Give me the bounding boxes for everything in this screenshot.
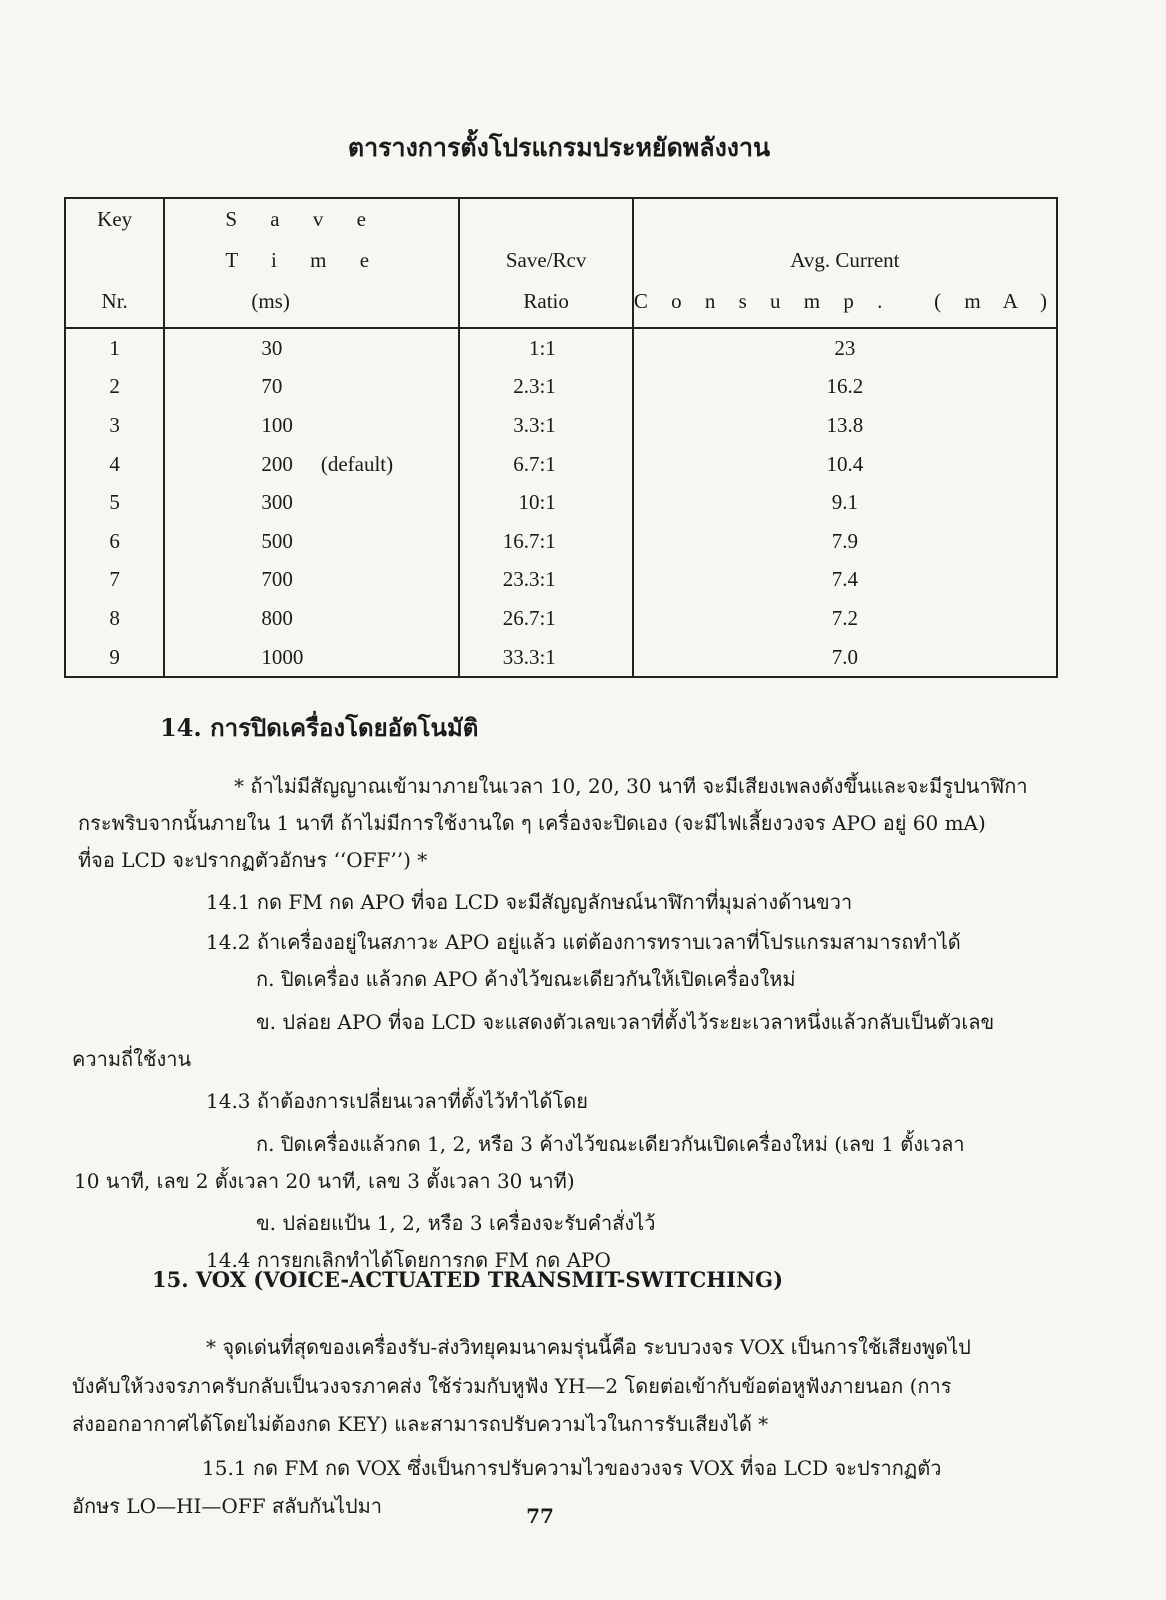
cell-save-time: 300	[164, 483, 459, 522]
item-14-2-b: ข. ปล่อย APO ที่จอ LCD จะแสดงตัวเลขเวลาที่ตั้งไว้ระยะเวลาหนึ่งแล้วกลับเป็นตัวเลข	[256, 1010, 995, 1034]
section-15-line: ส่งออกอากาศได้โดยไม่ต้องกด KEY) และสามารถปรับความไวในการรับเสียงได้ *	[72, 1412, 769, 1436]
section-15-line: * จุดเด่นที่สุดของเครื่องรับ-ส่งวิทยุคมนาคมรุ่นนี้คือ ระบบวงจร VOX เป็นการใช้เสียงพูดไป	[206, 1335, 971, 1359]
cell-key: 1	[65, 328, 164, 368]
cell-current: 13.8	[633, 406, 1057, 445]
cell-save-time: 500	[164, 522, 459, 561]
item-14-3-b: ข. ปล่อยแป้น 1, 2, หรือ 3 เครื่องจะรับคำสั่งไว้	[256, 1211, 656, 1235]
item-14-3-a: ก. ปิดเครื่องแล้วกด 1, 2, หรือ 3 ค้างไว้ขณะเดียวกันเปิดเครื่องใหม่ (เลข 1 ตั้งเวลา	[256, 1132, 965, 1156]
section-15-heading: 15. VOX (VOICE-ACTUATED TRANSMIT-SWITCHING)	[152, 1267, 784, 1292]
table-row	[65, 445, 1057, 484]
item-14-4: 14.4 การยกเลิกทำได้โดยการกด FM กด APO	[206, 1248, 611, 1272]
power-save-table	[64, 197, 1058, 678]
cell-ratio: 1:1	[459, 328, 632, 368]
cell-current: 10.4	[633, 445, 1057, 484]
cell-save-time: 1000	[164, 638, 459, 678]
cell-ratio: 6.7:1	[459, 445, 632, 484]
cell-ratio: 33.3:1	[459, 638, 632, 678]
table-header-row	[65, 198, 1057, 328]
cell-key: 9	[65, 638, 164, 678]
item-15-1: 15.1 กด FM กด VOX ซึ่งเป็นการปรับความไวของวงจร VOX ที่จอ LCD จะปรากฏตัว	[202, 1456, 942, 1480]
cell-ratio: 3.3:1	[459, 406, 632, 445]
cell-ratio: 16.7:1	[459, 522, 632, 561]
table-row	[65, 561, 1057, 600]
table-row	[65, 406, 1057, 445]
table-row	[65, 522, 1057, 561]
table-row	[65, 599, 1057, 638]
cell-key: 7	[65, 561, 164, 600]
table-row	[65, 328, 1057, 368]
item-15-1-cont: อักษร LO—HI—OFF สลับกันไปมา	[72, 1494, 383, 1518]
item-14-3: 14.3 ถ้าต้องการเปลี่ยนเวลาที่ตั้งไว้ทำได้โดย	[206, 1089, 588, 1113]
cell-current: 9.1	[633, 483, 1057, 522]
cell-key: 8	[65, 599, 164, 638]
table-row	[65, 483, 1057, 522]
header-key: Key Nr.	[65, 198, 164, 328]
cell-current: 7.2	[633, 599, 1057, 638]
item-14-2-a: ก. ปิดเครื่อง แล้วกด APO ค้างไว้ขณะเดียวกันให้เปิดเครื่องใหม่	[256, 967, 796, 991]
header-current: Avg. Current C o n s u m p . ( m A )	[633, 198, 1057, 328]
cell-save-time: 200 (default)	[164, 445, 459, 484]
cell-ratio: 10:1	[459, 483, 632, 522]
page-title: ตารางการตั้งโปรแกรมประหยัดพลังงาน	[347, 133, 771, 162]
section-14-line: * ถ้าไม่มีสัญญาณเข้ามาภายในเวลา 10, 20, 30 นาที จะมีเสียงเพลงดังขึ้นและจะมีรูปนาฬิกา	[234, 774, 1028, 798]
cell-ratio: 26.7:1	[459, 599, 632, 638]
section-14-line: ที่จอ LCD จะปรากฏตัวอักษร ‘‘OFF’’) *	[78, 848, 428, 872]
section-14-heading: 14. การปิดเครื่องโดยอัตโนมัติ	[160, 713, 479, 742]
cell-save-time: 800	[164, 599, 459, 638]
cell-current: 7.4	[633, 561, 1057, 600]
cell-ratio: 2.3:1	[459, 368, 632, 407]
cell-current: 7.0	[633, 638, 1057, 678]
cell-save-time: 100	[164, 406, 459, 445]
section-14-line: กระพริบจากนั้นภายใน 1 นาที ถ้าไม่มีการใช้งานใด ๆ เครื่องจะปิดเอง (จะมีไฟเลี้ยงวงจร APO อยู่ 60 mA)	[78, 811, 986, 835]
cell-key: 6	[65, 522, 164, 561]
header-ratio: Save/Rcv Ratio	[459, 198, 632, 328]
item-14-1: 14.1 กด FM กด APO ที่จอ LCD จะมีสัญญลักษณ์นาฬิกาที่มุมล่างด้านขวา	[206, 890, 853, 914]
item-14-2: 14.2 ถ้าเครื่องอยู่ในสภาวะ APO อยู่แล้ว แต่ต้องการทราบเวลาที่โปรแกรมสามารถทำได้	[206, 930, 961, 954]
table-row	[65, 638, 1057, 678]
cell-ratio: 23.3:1	[459, 561, 632, 600]
cell-save-time: 70	[164, 368, 459, 407]
cell-key: 4	[65, 445, 164, 484]
section-15-line: บังคับให้วงจรภาครับกลับเป็นวงจรภาคส่ง ใช้ร่วมกับหูฟัง YH—2 โดยต่อเข้ากับข้อต่อหูฟังภายนอก (การ	[72, 1374, 952, 1398]
item-14-3-a-cont: 10 นาที, เลข 2 ตั้งเวลา 20 นาที, เลข 3 ตั้งเวลา 30 นาที)	[74, 1169, 575, 1193]
cell-current: 23	[633, 328, 1057, 368]
cell-save-time: 700	[164, 561, 459, 600]
header-save-time: S a v e T i m e (ms)	[164, 198, 459, 328]
cell-key: 3	[65, 406, 164, 445]
cell-key: 5	[65, 483, 164, 522]
cell-current: 7.9	[633, 522, 1057, 561]
cell-key: 2	[65, 368, 164, 407]
page-number: 77	[526, 1504, 554, 1528]
item-14-2-b-cont: ความถี่ใช้งาน	[72, 1047, 192, 1071]
table-row	[65, 368, 1057, 407]
cell-save-time: 30	[164, 328, 459, 368]
cell-current: 16.2	[633, 368, 1057, 407]
